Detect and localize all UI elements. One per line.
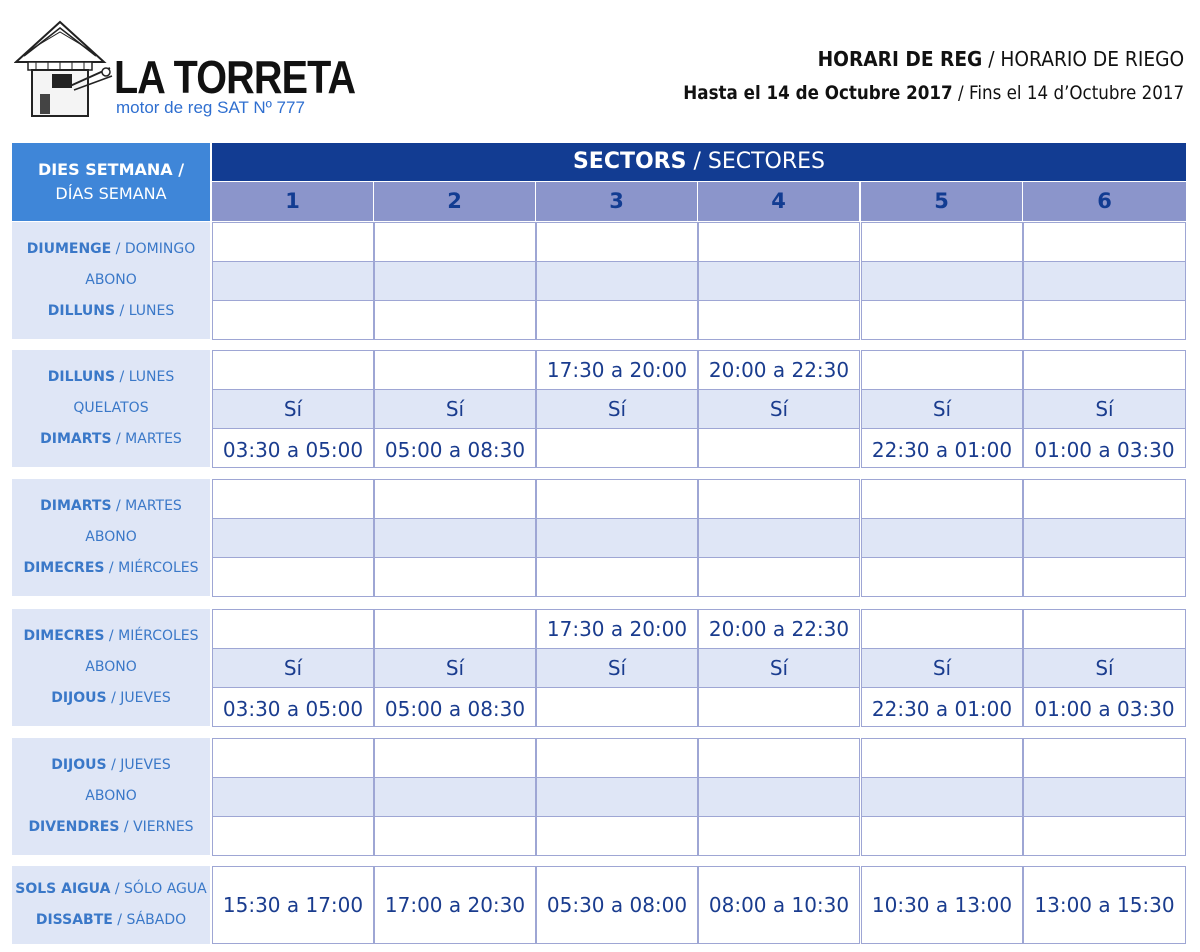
title-separator: / (988, 47, 995, 71)
day-name-separator: / (106, 757, 121, 773)
tower-icon (14, 20, 114, 120)
schedule-cell: Sí (374, 648, 536, 688)
schedule-cell (698, 816, 860, 856)
sectors-ca: SECTORS (572, 149, 687, 174)
schedule-cell (374, 557, 536, 597)
sector-column-header: 3 (536, 182, 697, 221)
day-name-ca: DIUMENGE (26, 241, 112, 257)
schedule-cell (1023, 518, 1186, 558)
schedule-cell: 05:00 a 08:30 (374, 687, 536, 727)
schedule-cell: 17:00 a 20:30 (374, 866, 536, 944)
day-label-line (28, 812, 193, 843)
document-validity (683, 80, 1184, 106)
schedule-cell: Sí (536, 389, 698, 429)
schedule-cell (212, 777, 374, 817)
schedule-cell (698, 777, 860, 817)
day-name-ca: DIMECRES (23, 560, 105, 576)
day-name-separator: / (111, 431, 126, 447)
day-name-ca: DIMECRES (23, 628, 105, 644)
schedule-cell (861, 609, 1023, 649)
schedule-cell (212, 261, 374, 301)
day-label-line (48, 296, 175, 327)
schedule-cell (536, 479, 698, 519)
day-name-es: SÓLO AGUA (124, 881, 207, 897)
brand-subtitle: motor de reg SAT Nº 777 (116, 98, 305, 117)
day-name-separator: / (104, 560, 119, 576)
schedule-cell (698, 687, 860, 727)
schedule-cell (698, 428, 860, 468)
day-name-es: LUNES (128, 303, 175, 319)
schedule-cell: Sí (698, 389, 860, 429)
date-es: Hasta el 14 de Octubre 2017 (683, 82, 953, 104)
schedule-cell (212, 816, 374, 856)
schedule-cell: 17:30 a 20:00 (536, 350, 698, 390)
schedule-cell (212, 479, 374, 519)
schedule-cell (536, 557, 698, 597)
schedule-cell (1023, 479, 1186, 519)
sector-column-header: 4 (698, 182, 859, 221)
block-type-label: ABONO (85, 788, 137, 804)
sectors-separator: / (693, 149, 701, 174)
day-label-line (85, 522, 136, 553)
schedule-cell (212, 222, 374, 262)
schedule-cell (1023, 222, 1186, 262)
schedule-cell (861, 300, 1023, 340)
schedule-cell: 22:30 a 01:00 (861, 428, 1023, 468)
sector-column-header: 2 (374, 182, 535, 221)
schedule-cell (212, 300, 374, 340)
schedule-cell (1023, 738, 1186, 778)
day-label-line (23, 621, 198, 652)
day-name-separator: / (115, 369, 129, 385)
sector-column-header: 6 (1023, 182, 1186, 221)
schedule-cell (536, 518, 698, 558)
block-type-label: ABONO (85, 529, 137, 545)
schedule-cell (536, 428, 698, 468)
day-label-line (40, 424, 182, 455)
schedule-cell (698, 300, 860, 340)
schedule-cell: 03:30 a 05:00 (212, 428, 374, 468)
schedule-cell (861, 479, 1023, 519)
day-name-ca: DILLUNS (47, 369, 116, 385)
day-name-es: MIÉRCOLES (118, 628, 199, 644)
schedule-cell (212, 518, 374, 558)
schedule-cell (1023, 557, 1186, 597)
schedule-cell: Sí (1023, 389, 1186, 429)
day-name-es: MARTES (125, 498, 182, 514)
schedule-cell: 17:30 a 20:00 (536, 609, 698, 649)
schedule-cell: Sí (861, 648, 1023, 688)
day-label-line (85, 265, 136, 296)
schedule-cell: 10:30 a 13:00 (861, 866, 1023, 944)
schedule-cell (861, 222, 1023, 262)
schedule-cell (861, 777, 1023, 817)
schedule-cell (374, 738, 536, 778)
schedule-cell (861, 557, 1023, 597)
day-name-separator: / (106, 690, 121, 706)
day-block-label (12, 609, 210, 726)
schedule-cell: 22:30 a 01:00 (861, 687, 1023, 727)
day-name-es: MIÉRCOLES (118, 560, 199, 576)
schedule-cell (698, 738, 860, 778)
sector-column-header: 5 (861, 182, 1022, 221)
day-name-separator: / (111, 241, 125, 257)
day-block-label (12, 866, 210, 944)
day-name-separator: / (119, 819, 134, 835)
day-label-line (51, 750, 171, 781)
schedule-cell (374, 777, 536, 817)
schedule-cell: 03:30 a 05:00 (212, 687, 374, 727)
day-name-separator: / (110, 881, 125, 897)
day-name-ca: SOLS AIGUA (15, 881, 111, 897)
title-es: HORARIO DE RIEGO (1000, 47, 1184, 71)
schedule-cell (374, 609, 536, 649)
schedule-cell (212, 609, 374, 649)
schedule-cell (861, 261, 1023, 301)
day-block-label (12, 479, 210, 596)
day-name-es: DOMINGO (124, 241, 196, 257)
schedule-cell (212, 557, 374, 597)
schedule-cell: 01:00 a 03:30 (1023, 428, 1186, 468)
schedule-cell: Sí (1023, 648, 1186, 688)
schedule-cell (374, 479, 536, 519)
day-block-label (12, 738, 210, 855)
day-label-line (15, 874, 206, 905)
schedule-cell: 01:00 a 03:30 (1023, 687, 1186, 727)
day-name-ca: DIJOUS (51, 757, 107, 773)
schedule-cell (536, 222, 698, 262)
date-separator: / (957, 82, 964, 104)
block-type-label: ABONO (85, 659, 137, 675)
block-type-label: QUELATOS (73, 400, 149, 416)
brand-name: LA TORRETA (114, 51, 356, 103)
day-name-es: SÁBADO (126, 912, 187, 928)
day-name-ca: DIJOUS (51, 690, 107, 706)
day-label-line (40, 491, 182, 522)
day-name-separator: / (112, 912, 127, 928)
day-name-separator: / (115, 303, 129, 319)
schedule-cell (698, 518, 860, 558)
day-name-ca: DIMARTS (40, 498, 112, 514)
day-label-line (85, 652, 136, 683)
schedule-cell (374, 350, 536, 390)
sectors-es: SECTORES (707, 149, 826, 174)
schedule-cell (698, 222, 860, 262)
schedule-cell: Sí (374, 389, 536, 429)
schedule-cell (536, 687, 698, 727)
title-ca: HORARI DE REG (817, 47, 983, 71)
days-column-header (12, 143, 210, 221)
schedule-cell (861, 738, 1023, 778)
schedule-cell (1023, 261, 1186, 301)
day-name-es: JUEVES (120, 690, 171, 706)
day-name-ca: DILLUNS (47, 303, 116, 319)
schedule-cell: Sí (861, 389, 1023, 429)
schedule-cell (1023, 350, 1186, 390)
day-name-separator: / (104, 628, 119, 644)
schedule-cell (374, 300, 536, 340)
schedule-cell: 20:00 a 22:30 (698, 350, 860, 390)
document-title (817, 46, 1184, 72)
brand-logo (14, 20, 356, 120)
day-label-line (48, 362, 175, 393)
schedule-cell: 20:00 a 22:30 (698, 609, 860, 649)
days-header-es: DÍAS SEMANA (55, 184, 167, 203)
schedule-cell (698, 479, 860, 519)
days-header-ca: DIES SETMANA / (37, 160, 185, 179)
day-label-line (36, 905, 186, 936)
day-name-es: LUNES (128, 369, 175, 385)
day-name-ca: DISSABTE (35, 912, 113, 928)
day-name-ca: DIMARTS (40, 431, 112, 447)
schedule-cell: Sí (212, 648, 374, 688)
schedule-cell (698, 261, 860, 301)
schedule-cell: 05:30 a 08:00 (536, 866, 698, 944)
schedule-cell: 15:30 a 17:00 (212, 866, 374, 944)
day-label-line (85, 781, 136, 812)
schedule-cell (374, 518, 536, 558)
sectors-header (212, 143, 1186, 181)
schedule-cell (861, 518, 1023, 558)
schedule-cell: 05:00 a 08:30 (374, 428, 536, 468)
schedule-cell (212, 738, 374, 778)
schedule-cell (861, 816, 1023, 856)
day-name-es: JUEVES (120, 757, 171, 773)
day-label-line (51, 683, 171, 714)
schedule-cell (1023, 777, 1186, 817)
schedule-cell: 13:00 a 15:30 (1023, 866, 1186, 944)
date-ca: Fins el 14 d’Octubre 2017 (968, 82, 1184, 104)
schedule-cell (536, 300, 698, 340)
schedule-cell (374, 261, 536, 301)
schedule-cell: 08:00 a 10:30 (698, 866, 860, 944)
schedule-cell: Sí (212, 389, 374, 429)
schedule-cell (698, 557, 860, 597)
day-name-es: VIERNES (133, 819, 194, 835)
schedule-cell (536, 738, 698, 778)
schedule-cell (536, 777, 698, 817)
schedule-cell: Sí (536, 648, 698, 688)
day-name-es: MARTES (125, 431, 182, 447)
day-label-line (27, 234, 195, 265)
schedule-cell (861, 350, 1023, 390)
schedule-cell (374, 222, 536, 262)
schedule-cell (536, 816, 698, 856)
day-label-line (73, 393, 148, 424)
schedule-cell: Sí (698, 648, 860, 688)
sector-column-header: 1 (212, 182, 373, 221)
day-block-label (12, 350, 210, 467)
schedule-cell (1023, 609, 1186, 649)
day-name-separator: / (111, 498, 126, 514)
day-name-ca: DIVENDRES (28, 819, 120, 835)
schedule-cell (1023, 816, 1186, 856)
schedule-cell (536, 261, 698, 301)
block-type-label: ABONO (85, 272, 137, 288)
schedule-cell (1023, 300, 1186, 340)
schedule-cell (212, 350, 374, 390)
day-block-label (12, 222, 210, 339)
day-label-line (23, 553, 198, 584)
schedule-cell (374, 816, 536, 856)
